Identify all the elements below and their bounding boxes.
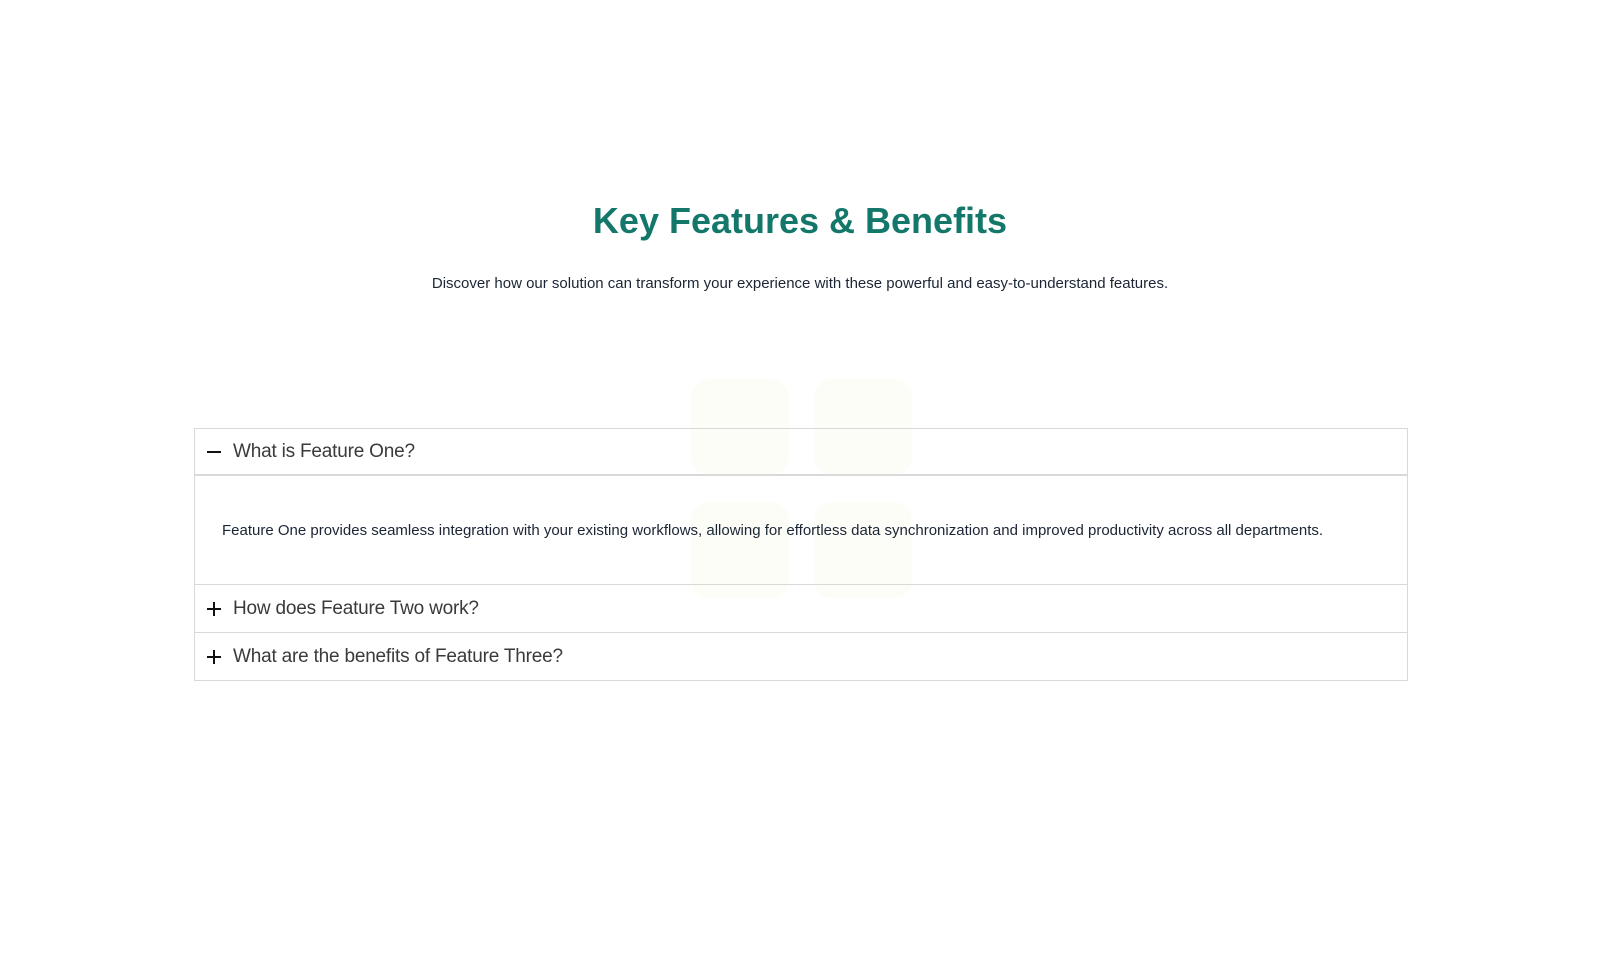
accordion-item (194, 632, 1408, 681)
faq-accordion (194, 428, 1408, 681)
accordion-question: How does Feature Two work? (233, 597, 479, 619)
page-subtitle: Discover how our solution can transform your experience with these powerful and easy-to-understand features. (431, 275, 1169, 292)
plus-icon (206, 601, 222, 617)
accordion-item (194, 428, 1408, 585)
minus-icon (206, 444, 222, 460)
accordion-header-feature-one[interactable] (195, 429, 1407, 476)
accordion-answer: Feature One provides seamless integration with your existing workflows, allowing for effortless data synchronization and improved productivity across all departments. (222, 521, 1324, 539)
accordion-header-feature-three[interactable] (195, 633, 1407, 680)
plus-icon (206, 649, 222, 665)
accordion-item (194, 584, 1408, 633)
accordion-question: What is Feature One? (233, 440, 415, 462)
accordion-header-feature-two[interactable] (195, 585, 1407, 632)
accordion-question: What are the benefits of Feature Three? (233, 645, 563, 667)
page-title: Key Features & Benefits (592, 200, 1008, 241)
